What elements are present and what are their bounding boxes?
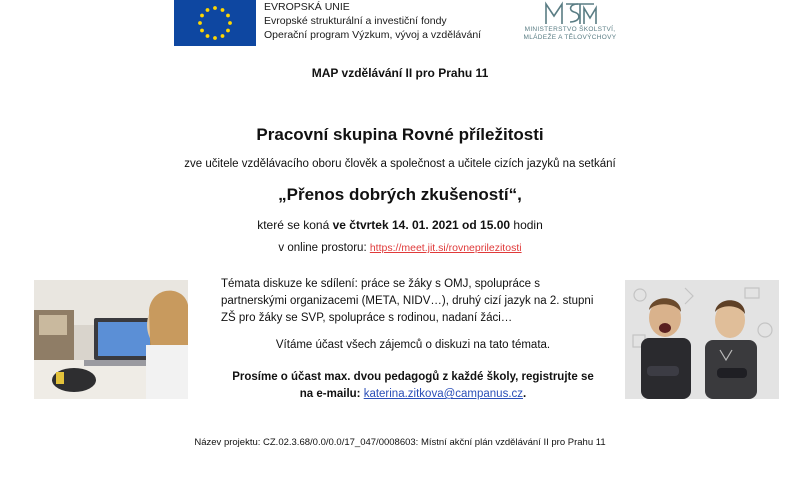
- eu-star: [206, 34, 210, 38]
- event-title: „Přenos dobrých zkušeností“,: [278, 185, 522, 204]
- eu-star: [200, 14, 204, 18]
- eu-star: [213, 36, 217, 40]
- project-title: MAP vzdělávání II pro Prahu 11: [311, 66, 489, 80]
- group-title: Pracovní skupina Rovné příležitosti: [256, 125, 544, 144]
- request-line-1: Prosíme o účast max. dvou pedagogů z každé školy, registrujte se: [232, 371, 594, 383]
- online-line: [0, 242, 800, 254]
- eu-flag-logo: [174, 0, 256, 46]
- eu-line: Evropské strukturální a investiční fondy: [264, 15, 447, 27]
- eu-text-block: [264, 0, 481, 42]
- eu-line: EVROPSKÁ UNIE: [264, 1, 350, 13]
- date-prefix: které se koná: [257, 218, 333, 232]
- eu-star: [228, 21, 232, 25]
- msmt-monogram-icon: [540, 0, 600, 26]
- date-line: [0, 218, 800, 232]
- photo-girl-laptop: [34, 280, 188, 399]
- footer-project-name: Název projektu: CZ.02.3.68/0.0/0.0/17_047/0008603: Místní akční plán vzdělávání II pro Prahu 11: [194, 437, 606, 448]
- request-prefix: na e-mailu:: [299, 388, 364, 400]
- photo-boys-gaming: [625, 280, 779, 399]
- date-suffix: hodin: [510, 218, 543, 232]
- eu-star: [200, 29, 204, 33]
- topics-paragraph: Témata diskuze ke sdílení: práce se žáky s OMJ, spolupráce s partnerskými organizacemi (META, NIDV…), druhý cizí jazyk na 2. stupni ZŠ pro žáky se SVP, spolupráce s rodinou, nadaní žáci…: [221, 278, 594, 324]
- request-suffix: .: [523, 388, 527, 400]
- eu-star: [206, 8, 210, 12]
- eu-star: [226, 14, 230, 18]
- eu-star: [221, 34, 225, 38]
- eu-line: Operační program Výzkum, vývoj a vzdělávání: [264, 29, 482, 41]
- invite-text: zve učitele vzdělávacího oboru člověk a společnost a učitele cizích jazyků na setkání: [184, 158, 616, 170]
- msmt-line: MINISTERSTVO ŠKOLSTVÍ,: [524, 26, 616, 33]
- request-line-2: [221, 386, 605, 403]
- online-prefix: v online prostoru:: [278, 242, 370, 254]
- eu-star: [198, 21, 202, 25]
- eu-stars-icon: [174, 0, 256, 46]
- eu-star: [221, 8, 225, 12]
- meeting-link[interactable]: https://meet.jit.si/rovneprilezitosti: [369, 242, 522, 254]
- msmt-logo: [510, 0, 630, 48]
- eu-star: [213, 6, 217, 10]
- msmt-line: MLÁDEŽE A TĚLOVÝCHOVY: [523, 34, 617, 41]
- eu-star: [226, 29, 230, 33]
- welcome-text: Vítáme účast všech zájemců o diskuzi na tato témata.: [275, 339, 551, 351]
- date-bold: ve čtvrtek 14. 01. 2021 od 15.00: [332, 218, 511, 232]
- request-block: [221, 369, 605, 403]
- email-link[interactable]: katerina.zitkova@campanus.cz: [363, 388, 524, 400]
